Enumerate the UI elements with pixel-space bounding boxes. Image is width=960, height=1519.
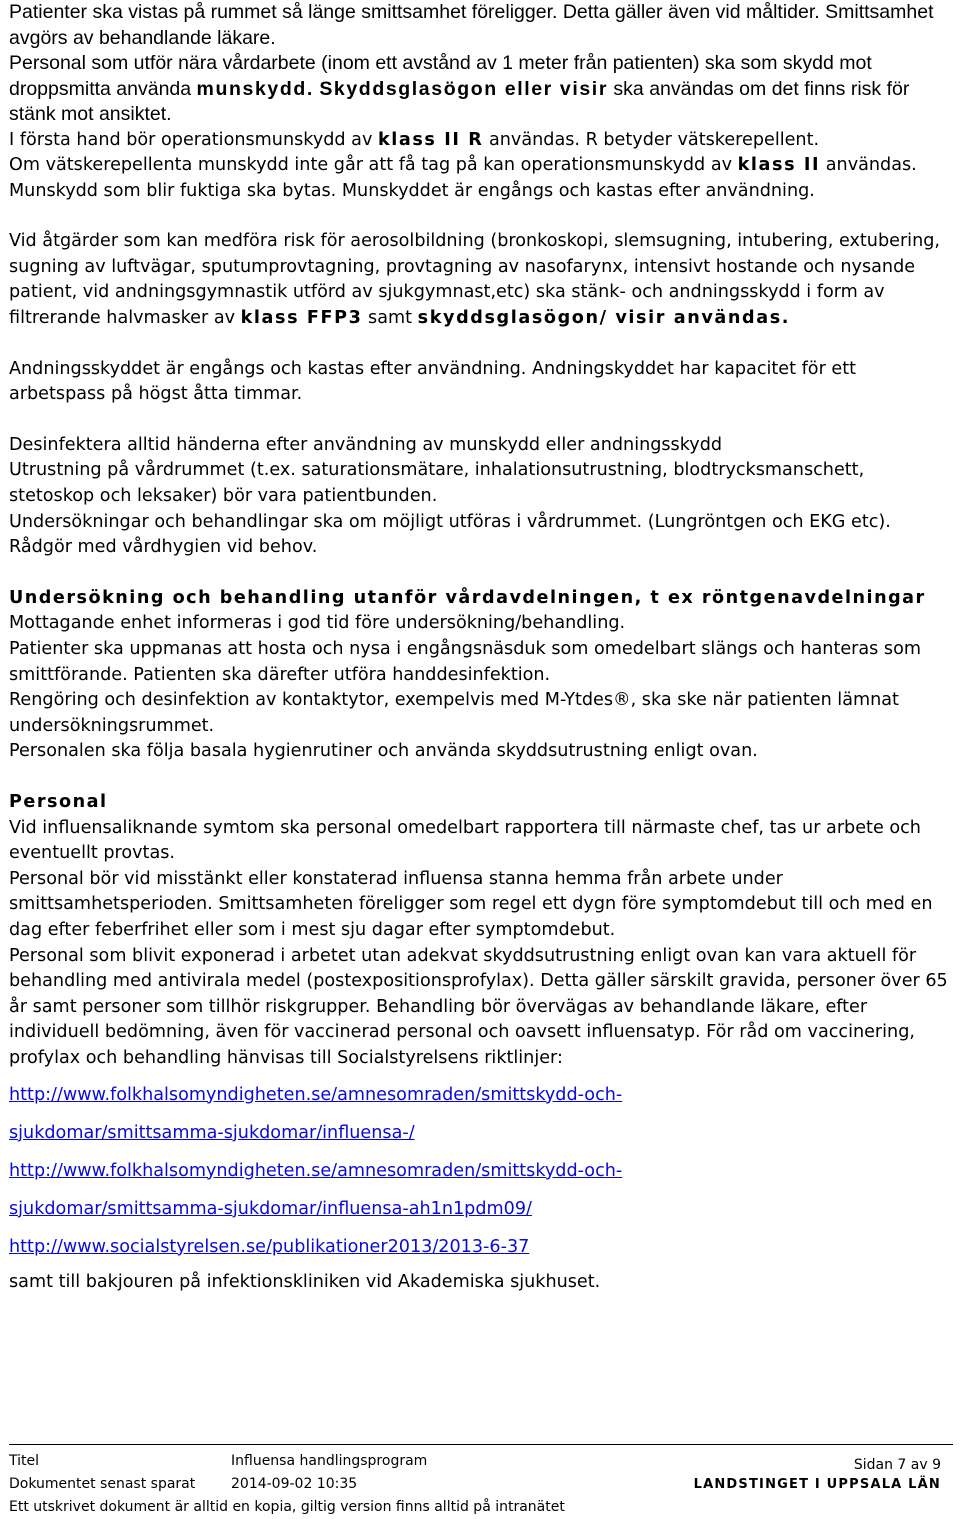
mask-class-text-end: användas. R betyder vätskerepellent.	[483, 129, 820, 150]
exam-cleaning-text-end: , ska ske när patienten lämnat undersökningsrummet.	[9, 690, 899, 736]
mask-paragraph-change: Munskydd som blir fuktiga ska bytas. Munskyddet är engångs och kastas efter användning.	[9, 180, 815, 201]
respirator-paragraph: Andningsskyddet är engångs och kastas efter användning. Andningskyddet har kapacitet för ett arbetspass på högst åtta timmar.	[9, 358, 857, 405]
link-folkhalsomyndigheten-ah1n1-2[interactable]: sjukdomar/smittsamma-sjukdomar/influensa-ah1n1pdm09/	[9, 1198, 532, 1219]
footer-date-label: Dokumentet senast sparat	[9, 1476, 196, 1492]
intro-paragraph-visiting: Patienter ska vistas på rummet så länge smittsamhet föreligger. Detta gäller även vid måltider. Smittsamhet avgörs av behandlande läkare.	[9, 1, 934, 49]
personal-stay-home: Personal bör vid misstänkt eller konstaterad influensa stanna hemma från arbete under smittsamhetsperioden. Smittsamheten föreligger som regel ett dygn före symptomdebut till och med en dag efter feberfrihet eller som i mest sju dagar efter symptomdebut.	[9, 868, 933, 940]
intro-glasses-text: ska användas om det finns risk för stänk mot ansiktet.	[9, 77, 910, 125]
mask-paragraph-class	[9, 128, 953, 154]
link-folkhalsomyndigheten-influensa-2[interactable]: sjukdomar/smittsamma-sjukdomar/influensa-/	[9, 1122, 415, 1143]
equip-hand-disinfection: Desinfektera alltid händerna efter användning av munskydd eller andningsskydd	[9, 434, 723, 455]
intro-munskydd-bold: munskydd.	[196, 77, 314, 100]
exam-cleaning	[9, 688, 953, 739]
personal-symptoms: Vid influensaliknande symtom ska personal omedelbart rapportera till närmaste chef, tas ur arbete och eventuellt provtas.	[9, 817, 921, 864]
footer-disclaimer: Ett utskrivet dokument är alltid en kopia, giltig version finns alltid på intranätet	[9, 1499, 565, 1515]
equip-exams-in-room: Undersökningar och behandlingar ska om möjligt utföras i vårdrummet. (Lungröntgen och EKG etc).	[9, 511, 891, 532]
equip-patient-bound: Utrustning på vårdrummet (t.ex. saturationsmätare, inhalationsutrustning, blodtrycksmanschett, stetoskop och leksaker) bör vara patientbunden.	[9, 460, 865, 507]
aerosol-ffp3-bold: klass FFP3	[240, 308, 363, 329]
footer-page-number: Sidan 7 av 9	[853, 1457, 941, 1473]
mask-alt-bold: klass II	[737, 155, 821, 176]
exam-heading: Undersökning och behandling utanför vårdavdelningen, t ex röntgenavdelningar	[9, 587, 926, 608]
intro-glasses-bold: Skyddsglasögon eller visir	[319, 77, 609, 100]
mask-paragraph-alt	[9, 153, 953, 179]
page-footer	[9, 1444, 953, 1519]
footer-title-label: Titel	[9, 1453, 40, 1469]
footer-date-value: 2014-09-02 10:35	[231, 1476, 358, 1492]
personal-exposed: Personal som blivit exponerad i arbetet utan adekvat skyddsutrustning enligt ovan kan vara aktuell för behandling med antivirala medel (postexpositionsprofylax). Detta gäller särskilt gravida, personer över 65 år samt personer som tillhör riskgrupper. Behandling bör övervägas av behandlande läkare, efter individuell bedömning, även för vaccinerad personal och oavsett influensatyp. För råd om vaccinering, profylax och behandling hänvisas till Socialstyrelsens riktlinjer:	[9, 945, 948, 1068]
aerosol-text-mid: samt	[362, 308, 418, 329]
link-socialstyrelsen[interactable]: http://www.socialstyrelsen.se/publikationer2013/2013-6-37	[9, 1236, 530, 1257]
exam-inform: Mottagande enhet informeras i god tid före undersökning/behandling.	[9, 613, 626, 634]
registered-mark: ®	[613, 690, 631, 711]
intro-staff-text: Personal som utför nära vårdarbete (inom ett avstånd av 1 meter från patienten) ska som skydd mot droppsmitta använda	[9, 52, 872, 100]
personal-heading: Personal	[9, 791, 108, 812]
mask-section	[9, 128, 953, 1072]
link-folkhalsomyndigheten-ah1n1-1[interactable]: http://www.folkhalsomyndigheten.se/amnesomraden/smittskydd-och-	[9, 1160, 623, 1181]
closing-line: samt till bakjouren på infektionskliniken vid Akademiska sjukhuset.	[9, 1271, 601, 1292]
intro-paragraph-staff	[9, 51, 953, 128]
mask-class-bold: klass II R	[377, 129, 484, 150]
document-page	[9, 0, 953, 1312]
aerosol-paragraph	[9, 229, 953, 331]
link-folkhalsomyndigheten-influensa-1[interactable]: http://www.folkhalsomyndigheten.se/amnesomraden/smittskydd-och-	[9, 1084, 623, 1105]
equip-consult: Rådgör med vårdhygien vid behov.	[9, 537, 318, 558]
mask-class-text: I första hand bör operationsmunskydd av	[9, 129, 378, 150]
exam-cough: Patienter ska uppmanas att hosta och nysa i engångsnäsduk som omedelbart slängs och hanteras som smittförande. Patienten ska därefter utföra handdesinfektion.	[9, 639, 922, 685]
mask-alt-text: Om vätskerepellenta munskydd inte går att få tag på kan operationsmunskydd av	[9, 155, 738, 176]
exam-routines: Personalen ska följa basala hygienrutiner och använda skyddsutrustning enligt ovan.	[9, 741, 758, 762]
aerosol-glasses-bold: skyddsglasögon/ visir användas.	[417, 308, 791, 329]
mask-alt-text-end: användas.	[820, 155, 917, 176]
links-section	[9, 1076, 953, 1266]
exam-cleaning-text: Rengöring och desinfektion av kontaktytor, exempelvis med M-Ytdes	[9, 690, 614, 711]
footer-title-value: Influensa handlingsprogram	[231, 1453, 428, 1469]
footer-organization: LANDSTINGET I UPPSALA LÄN	[693, 1477, 941, 1492]
intro-section	[9, 0, 953, 128]
aerosol-text: Vid åtgärder som kan medföra risk för aerosolbildning (bronkoskopi, slemsugning, intubering, extubering, sugning av luftvägar, sputumprovtagning, provtagning av nasofarynx, intensivt hostande och nysande patient, vid andningsgymnastik utförd av sjukgymnast,etc) ska stänk- och andningsskydd i form av filtrerande halvmasker av	[9, 231, 940, 329]
